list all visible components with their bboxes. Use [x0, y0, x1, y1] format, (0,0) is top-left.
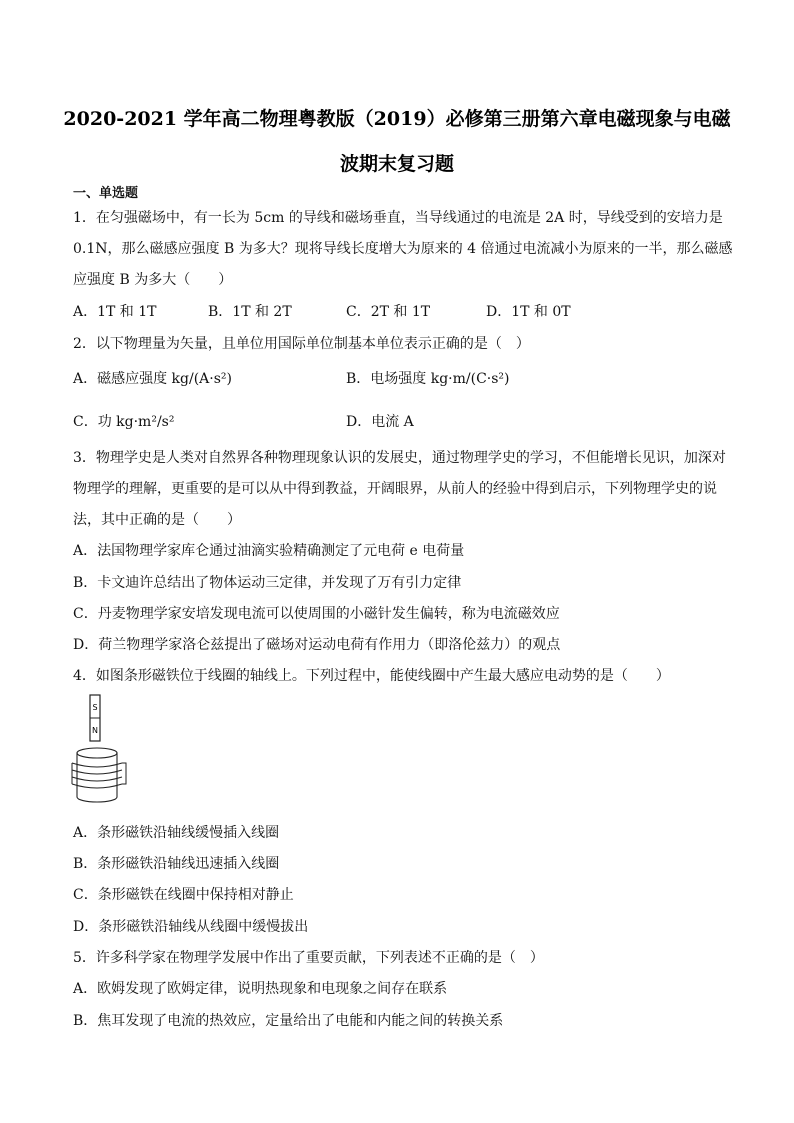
q3-option-c: C．丹麦物理学家安培发现电流可以使周围的小磁针发生偏转，称为电流磁效应: [73, 606, 560, 622]
coil-winding: [72, 784, 122, 788]
coil-winding: [72, 770, 122, 774]
coil-top: [77, 748, 117, 758]
q1-line1: 1．在匀强磁场中，有一长为 5cm 的导线和磁场垂直，当导线通过的电流是 2A 时，导线受到的安培力是: [73, 210, 723, 226]
q3-line2: 物理学的理解，更重要的是可以从中得到教益，开阔眼界，从前人的经验中得到启示，下列物理学史的说: [73, 481, 717, 497]
q2-stem: 2．以下物理量为矢量，且单位用国际单位制基本单位表示正确的是（ ）: [73, 336, 530, 352]
doc-title-line2: 波期末复习题: [339, 153, 454, 175]
coil-winding: [72, 763, 122, 767]
q3-option-d: D．荷兰物理学家洛仑兹提出了磁场对运动电荷有作用力（即洛伦兹力）的观点: [73, 637, 561, 653]
q2-option-c: C．功 kg·m²/s²: [73, 414, 175, 430]
q4-option-b: B．条形磁铁沿轴线迅速插入线圈: [73, 856, 280, 872]
q1-line2: 0.1N，那么磁感应强度 B 为多大？现将导线长度增大为原来的 4 倍通过电流减小为原来的一半，那么磁感: [73, 241, 733, 257]
section-heading: 一、单选题: [73, 186, 139, 201]
q3-option-b: B．卡文迪许总结出了物体运动三定律，并发现了万有引力定律: [73, 575, 462, 591]
q1-option-c: C．2T 和 1T: [346, 304, 431, 320]
q3-option-a: A．法国物理学家库仑通过油滴实验精确测定了元电荷 e 电荷量: [73, 543, 465, 559]
q2-option-a: A．磁感应强度 kg/(A·s²): [73, 371, 233, 387]
q2-option-d: D．电流 A: [346, 414, 414, 430]
q5-stem: 5．许多科学家在物理学发展中作出了重要贡献，下列表述不正确的是（ ）: [73, 950, 544, 966]
q4-option-d: D．条形磁铁沿轴线从线圈中缓慢拔出: [73, 919, 309, 935]
q4-option-c: C．条形磁铁在线圈中保持相对静止: [73, 887, 294, 903]
q4-option-a: A．条形磁铁沿轴线缓慢插入线圈: [73, 825, 280, 841]
q1-option-d: D．1T 和 0T: [486, 304, 571, 320]
q1-option-b: B．1T 和 2T: [208, 304, 292, 320]
coil-bottom: [77, 797, 117, 802]
q4-stem: 4．如图条形磁铁位于线圈的轴线上。下列过程中，能使线圈中产生最大感应电动势的是（ ）: [73, 668, 670, 684]
doc-title-line1: 2020-2021 学年高二物理粤教版（2019）必修第三册第六章电磁现象与电磁: [63, 108, 731, 130]
q5-option-a: A．欧姆发现了欧姆定律，说明热现象和电现象之间存在联系: [73, 981, 448, 997]
q1-option-a: A．1T 和 1T: [73, 304, 157, 320]
magnet-s-label: S: [92, 703, 98, 712]
coil-winding: [72, 777, 122, 781]
coil-lead-right: [122, 763, 126, 784]
q3-line1: 3．物理学史是人类对自然界各种物理现象认识的发展史，通过物理学史的学习，不但能增长见识，加深对: [73, 450, 726, 466]
q5-option-b: B．焦耳发现了电流的热效应，定量给出了电能和内能之间的转换关系: [73, 1013, 504, 1029]
magnet-coil-diagram: [68, 693, 130, 805]
q3-line3: 法，其中正确的是（ ）: [73, 512, 241, 528]
q2-option-b: B．电场强度 kg·m/(C·s²): [346, 371, 510, 387]
q1-line3: 应强度 B 为多大（ ）: [73, 272, 233, 288]
magnet-n-label: N: [92, 726, 98, 735]
